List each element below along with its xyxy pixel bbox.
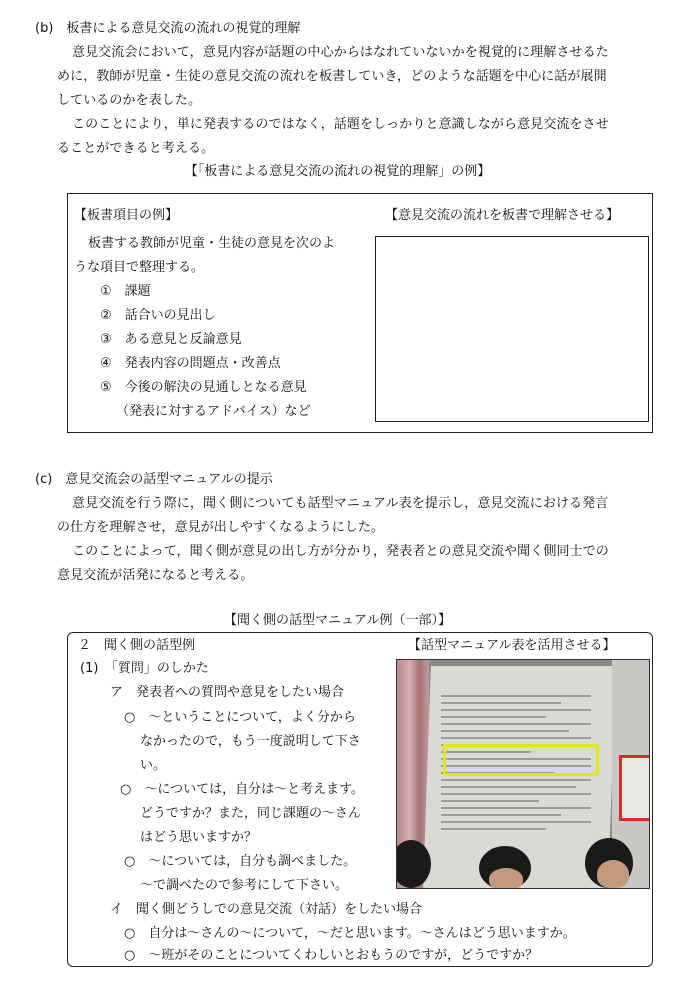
section-b-para1-line1: 意見交流会において，意見内容が話題の中心からはなれていないかを視覚的に理解させるた <box>72 45 609 60</box>
board-intro-line1: 板書する教師が児童・生徒の意見を次のよ <box>88 236 336 251</box>
section-b-para2-line1: このことにより，単に発表するのではなく，話題をしっかりと意識しながら意見交流をさせ <box>72 117 609 132</box>
manual-line-4: ○ ～については，自分は～と考えます。 <box>120 782 365 797</box>
board-item-note: （発表に対するアドバイス）など <box>116 404 311 419</box>
manual-sub-a: ア 発表者への質問や意見をしたい場合 <box>110 685 345 700</box>
manual-line-2: なかったので，もう一度説明して下さ <box>140 734 361 749</box>
board-flow-title: 【意見交流の流れを板書で理解させる】 <box>385 208 620 223</box>
manual-line-6: はどう思いますか？ <box>140 830 258 845</box>
section-b-caption: 【「板書による意見交流の流れの視覚的理解」の例】 <box>184 164 491 179</box>
manual-right-title: 【話型マニュアル表を活用させる】 <box>408 638 616 653</box>
section-b-para2-line2: ることができると考える。 <box>57 141 215 156</box>
board-item-3: ③ ある意見と反論意見 <box>100 332 242 347</box>
manual-title: ２ 聞く側の話型例 <box>78 638 196 653</box>
section-b-para1-line2: めに，教師が児童・生徒の意見交流の流れを板書していき，どのような話題を中心に話が展開 <box>57 69 607 84</box>
section-c-para2-line2: 意見交流が活発になると考える。 <box>57 568 254 583</box>
section-b-para1-line3: しているのかを表した。 <box>57 93 202 108</box>
manual-chart-photo <box>396 659 650 889</box>
manual-line-3: い。 <box>140 758 167 773</box>
section-b-heading: (b) 板書による意見交流の流れの視覚的理解 <box>35 21 301 36</box>
board-item-1: ① 課題 <box>100 284 151 299</box>
manual-line-7: ○ ～については，自分も調べました。 <box>124 854 357 869</box>
board-items-title: 【板書項目の例】 <box>74 208 179 223</box>
section-c-para2-line1: このことによって，聞く側が意見の出し方が分かり，発表者との意見交流や聞く側同士での <box>72 544 609 559</box>
manual-line-5: どうですか？また，同じ課題の～さん <box>140 806 362 821</box>
section-c-caption: 【聞く側の話型マニュアル例（一部）】 <box>224 613 451 628</box>
board-item-2: ② 話合いの見出し <box>100 308 216 323</box>
section-c-heading: (c) 意見交流会の話型マニュアルの提示 <box>35 472 273 487</box>
board-intro-line2: うな項目で整理する。 <box>74 260 205 275</box>
section-c-para1-line1: 意見交流を行う際に，聞く側についても話型マニュアル表を提示し，意見交流における発言 <box>72 496 609 511</box>
manual-line-8: ～で調べたので参考にして下さい。 <box>140 878 349 893</box>
board-photo-placeholder <box>375 236 649 422</box>
manual-line-1: ○ ～ということについて，よく分から <box>124 710 356 725</box>
board-item-5: ⑤ 今後の解決の見通しとなる意見 <box>100 380 307 395</box>
manual-line-i-1: ○ 自分は～さんの～について，～だと思います。～さんはどう思いますか。 <box>124 926 576 941</box>
manual-line-i-2: ○ ～班がそのことについてくわしいとおもうのですが，どうですか？ <box>124 948 539 963</box>
board-item-4: ④ 発表内容の問題点・改善点 <box>100 356 281 371</box>
section-c-para1-line2: の仕方を理解させ，意見が出しやすくなるようにした。 <box>57 520 385 535</box>
manual-sub-i: イ 聞く側どうしでの意見交流（対話）をしたい場合 <box>110 902 423 917</box>
manual-sub1: (1) 「質問」のしかた <box>80 661 209 676</box>
